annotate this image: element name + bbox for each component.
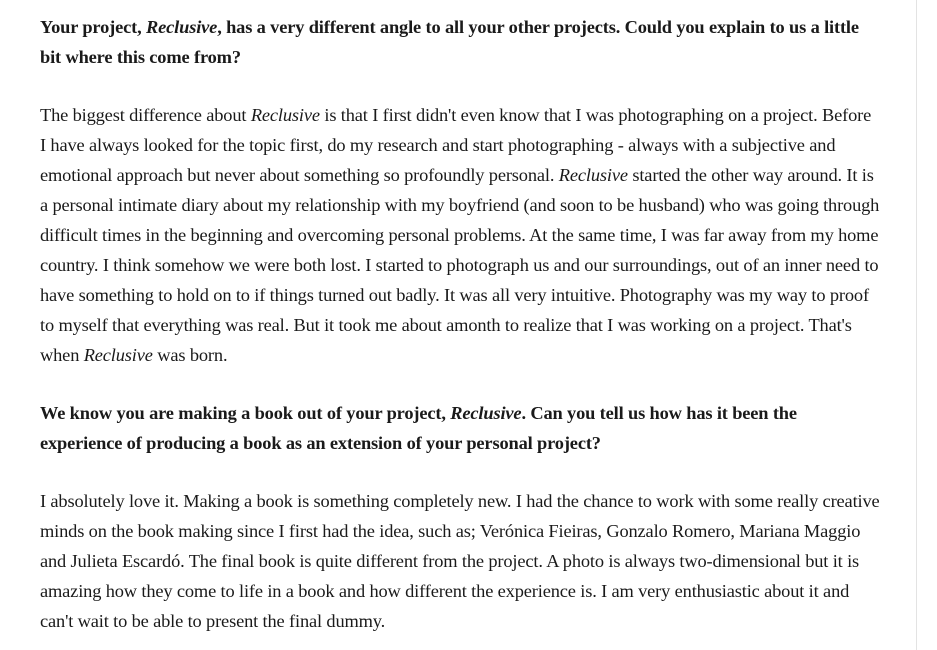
column-divider	[916, 0, 917, 650]
question-2	[40, 398, 880, 458]
question-1-text-start: Your project,	[40, 17, 147, 37]
answer-1-part-1: The biggest difference about	[40, 105, 251, 125]
project-title: Reclusive	[250, 105, 320, 125]
answer-1-part-4: was born.	[152, 345, 228, 365]
question-2-text-start: We know you are making a book out of your project,	[40, 403, 451, 423]
question-1	[40, 12, 880, 72]
answer-1	[40, 100, 880, 370]
project-title: Reclusive	[450, 403, 522, 423]
project-title: Reclusive	[146, 17, 218, 37]
answer-1-part-2: is that I first didn't even know that I was photographing on a project. Before I have always looked for the topic first, do my research and start photographing - always with a subjective and emotional approach but never about something so profoundly personal.	[40, 105, 872, 185]
project-title: Reclusive	[558, 165, 628, 185]
answer-2	[40, 486, 880, 636]
answer-1-part-3: started the other way around. It is a personal intimate diary about my relationship with my boyfriend (and soon to be husband) who was going through difficult times in the beginning and overcoming personal problems. At the same time, I was far away from my home country. I think somehow we were both lost. I started to photograph us and our surroundings, out of an inner need to have something to hold on to if things turned out badly. It was all very intuitive. Photography was my way to proof to myself that everything was real. But it took me about amonth to realize that I was working on a project. That's when	[40, 165, 880, 365]
question-1-text-end: , has a very different angle to all your other projects. Could you explain to us a little bit where this come from?	[40, 17, 859, 67]
answer-2-text: I absolutely love it. Making a book is something completely new. I had the chance to work with some really creative minds on the book making since I first had the idea, such as; Verónica Fieiras, Gonzalo Romero, Mariana Maggio and Julieta Escardó. The final book is quite different from the project. A photo is always two-dimensional but it is amazing how they come to life in a book and how different the experience is. I am very enthusiastic about it and can't wait to be able to present the final dummy.	[40, 491, 880, 631]
question-2-text-end: . Can you tell us how has it been the experience of producing a book as an extension of your personal project?	[40, 403, 797, 453]
article-body	[40, 12, 880, 650]
project-title: Reclusive	[83, 345, 153, 365]
